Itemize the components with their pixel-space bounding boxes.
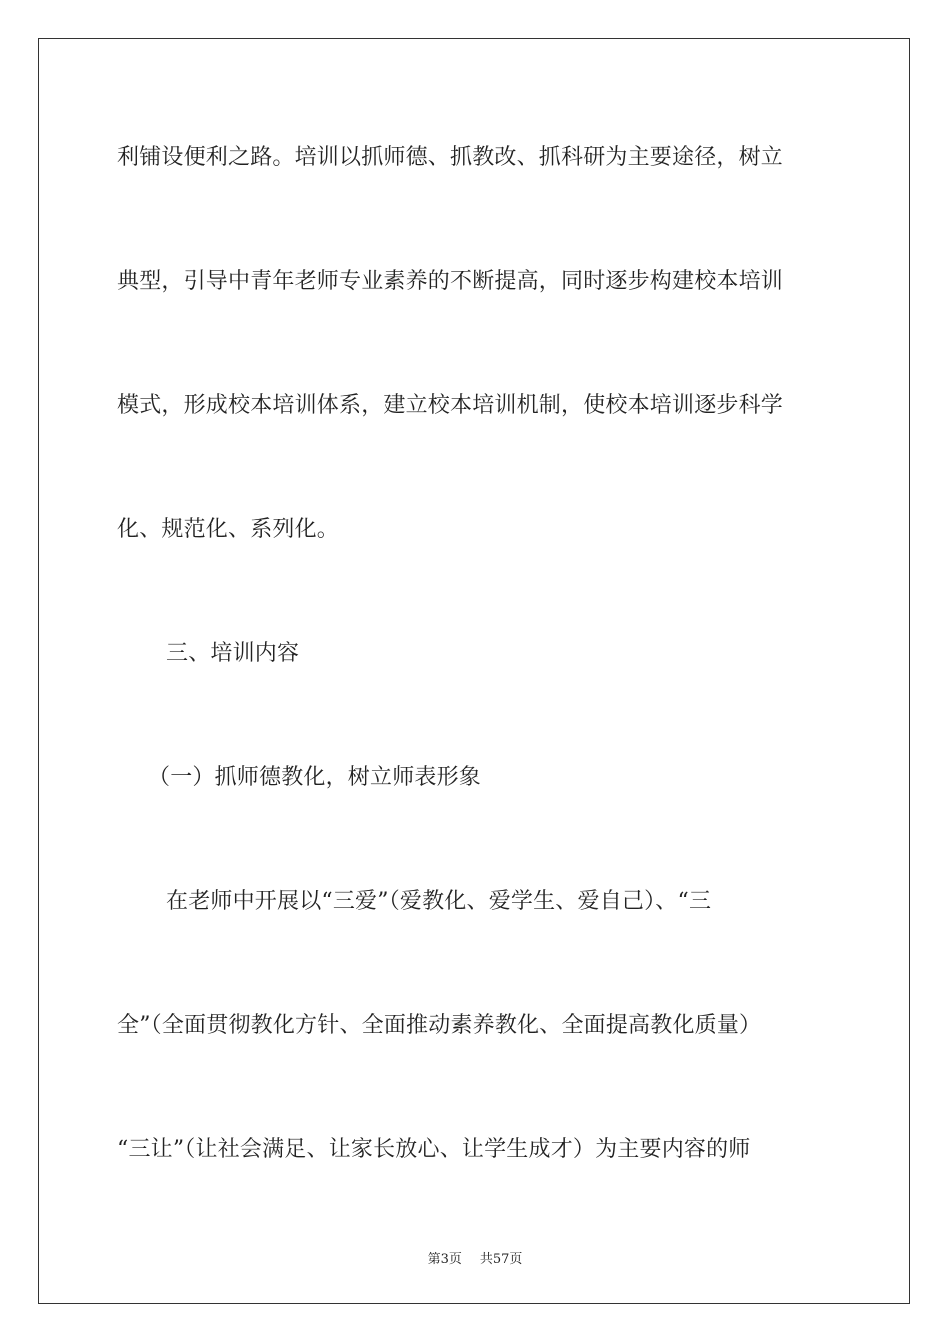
subsection-heading: （一）抓师德教化，树立师表形象: [148, 765, 482, 790]
section-heading: 三、培训内容: [166, 641, 300, 666]
page-number: 第3页: [427, 1252, 462, 1267]
body-text-line: 利铺设便利之路。培训以抓师德、抓教改、抓科研为主要途径，树立: [117, 145, 784, 170]
body-text-line: 模式，形成校本培训体系，建立校本培训机制，使校本培训逐步科学: [117, 393, 784, 418]
body-text-line: 化、规范化、系列化。: [117, 517, 340, 542]
page-footer: [0, 1248, 950, 1267]
page-border: [38, 38, 910, 1304]
page-total: 共57页: [479, 1252, 523, 1267]
body-text-line: 全”（全面贯彻教化方针、全面推动素养教化、全面提高教化质量）: [117, 1013, 762, 1038]
body-text-line: 典型，引导中青年老师专业素养的不断提高，同时逐步构建校本培训: [117, 269, 784, 294]
body-text-line: “三让”（让社会满足、让家长放心、让学生成才）为主要内容的师: [117, 1137, 751, 1162]
paragraph-first-line: 在老师中开展以“三爱”（爱教化、爱学生、爱自己）、“三: [166, 889, 712, 914]
